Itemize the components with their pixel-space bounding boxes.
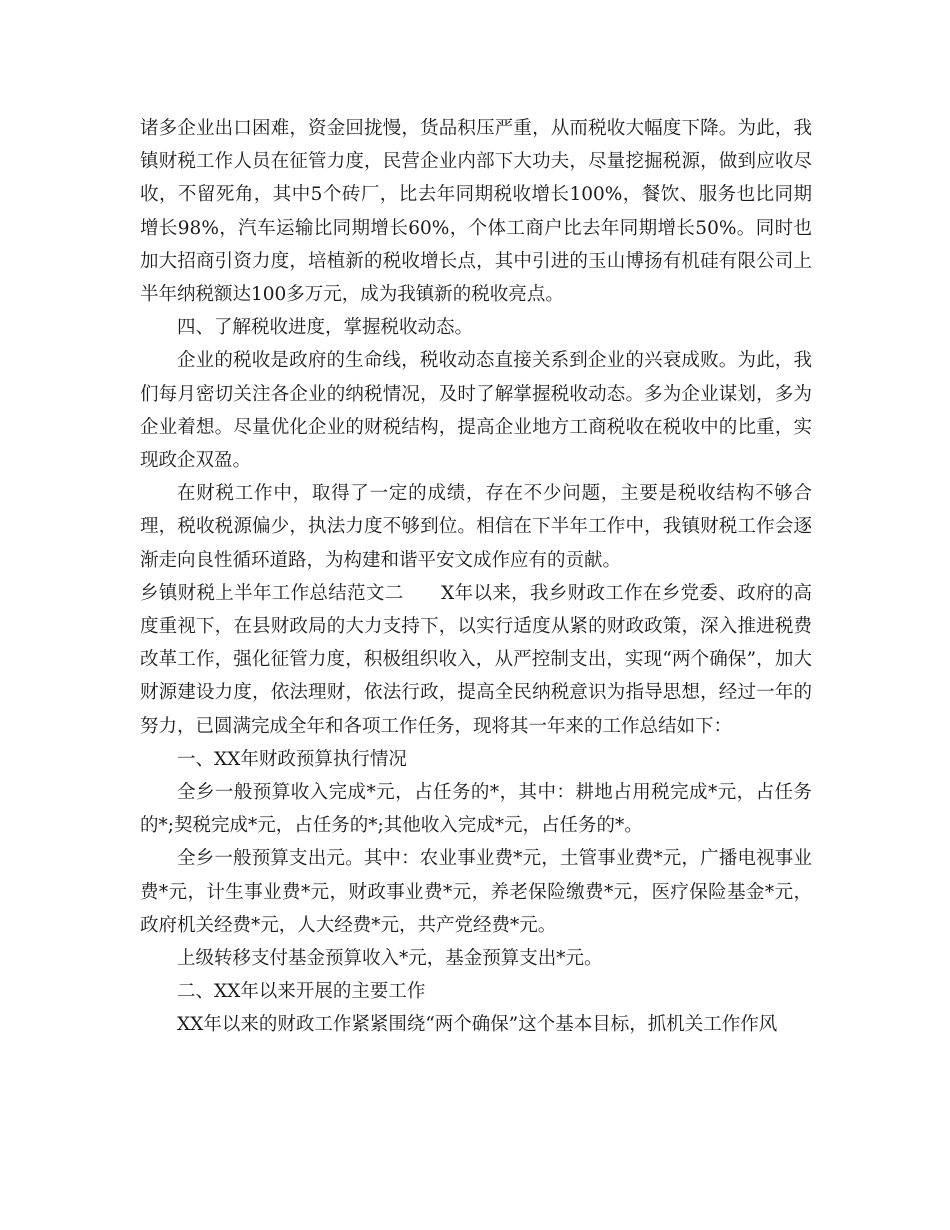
heading-budget-execution: 一、XX年财政预算执行情况 — [177, 748, 407, 770]
paragraph-budget-expenditure: 全乡一般预算支出元。其中：农业事业费*元，土管事业费*元，广播电视事业费*元，计生事业费*元，财政事业费*元，养老保险缴费*元，医疗保险基金*元，政府机关经费*元，人大经费*元，共产党经费*元。 — [140, 848, 812, 936]
paragraph-main-work: XX年以来的财政工作紧紧围绕“两个确保”这个基本目标，抓机关工作作风 — [177, 1014, 778, 1036]
paragraph-tax-dynamics: 企业的税收是政府的生命线，税收动态直接关系到企业的兴衰成败。为此，我们每月密切关注各企业的纳税情况，及时了解掌握税收动态。多为企业谋划，多为企业着想。尽量优化企业的财税结构，提高企业地方工商税收在税收中的比重，实现政企双盈。 — [140, 350, 812, 472]
heading-main-work: 二、XX年以来开展的主要工作 — [177, 981, 426, 1003]
document-page — [140, 112, 812, 1042]
paragraph-achievements: 在财税工作中，取得了一定的成绩，存在不少问题，主要是税收结构不够合理，税收税源偏少，执法力度不够到位。相信在下半年工作中，我镇财税工作会逐渐走向良性循环道路，为构建和谐平安文成作应有的贡献。 — [140, 483, 812, 571]
paragraph-transfer-fund: 上级转移支付基金预算收入*元，基金预算支出*元。 — [177, 948, 603, 970]
paragraph-sample-two-intro: 乡镇财税上半年工作总结范文二 X年以来，我乡财政工作在乡党委、政府的高度重视下，在县财政局的大力支持下，以实行适度从紧的财政政策，深入推进税费改革工作，强化征管力度，积极组织收入，从严控制支出，实现“两个确保”，加大财源建设力度，依法理财，依法行政，提高全民纳税意识为指导思想，经过一年的努力，已圆满完成全年和各项工作任务，现将其一年来的工作总结如下： — [140, 582, 812, 737]
paragraph-tax-growth: 诸多企业出口困难，资金回拢慢，货品积压严重，从而税收大幅度下降。为此，我镇财税工作人员在征管力度，民营企业内部下大功夫，尽量挖掘税源，做到应收尽收，不留死角，其中5个砖厂，比去年同期税收增长100%，餐饮、服务也比同期增长98%，汽车运输比同期增长60%，个体工商户比去年同期增长50%。同时也加大招商引资力度，培植新的税收增长点，其中引进的玉山博扬有机硅有限公司上半年纳税额达100多万元，成为我镇新的税收亮点。 — [140, 118, 812, 306]
paragraph-budget-income: 全乡一般预算收入完成*元，占任务的*，其中：耕地占用税完成*元，占任务的*;契税完成*元，占任务的*;其他收入完成*元，占任务的*。 — [140, 782, 812, 837]
heading-tax-progress: 四、了解税收进度，掌握税收动态。 — [177, 317, 474, 339]
